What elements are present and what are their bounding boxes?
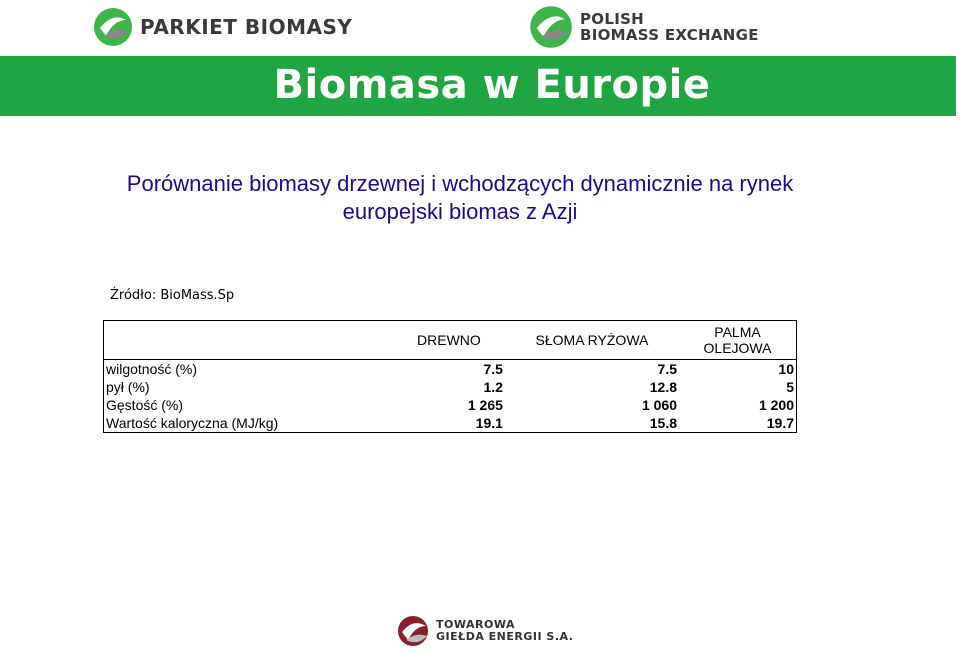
cell-value: 1 060 bbox=[641, 397, 677, 413]
cell-value: 5 bbox=[786, 379, 794, 395]
polish-text: POLISH bbox=[580, 10, 645, 28]
row-label: wilgotność (%) bbox=[106, 361, 198, 377]
swirl-icon bbox=[396, 614, 432, 648]
cell-value: 19.1 bbox=[475, 415, 503, 431]
table-row bbox=[104, 360, 797, 379]
towarowa-gielda-energii-logo bbox=[396, 614, 573, 648]
leaf-swirl-icon bbox=[92, 6, 134, 48]
column-header-empty bbox=[104, 321, 393, 360]
cell-value: 1 265 bbox=[467, 397, 503, 413]
comparison-table bbox=[103, 320, 797, 433]
title-line-2: europejski biomas z Azji bbox=[342, 199, 578, 224]
table-row bbox=[104, 396, 797, 414]
parkiet-biomasy-text: PARKIET BIOMASY bbox=[140, 15, 353, 39]
column-header-palma-olejowa: PALMA OLEJOWA bbox=[703, 324, 772, 356]
table-row bbox=[104, 414, 797, 433]
towarowa-text: TOWAROWA bbox=[436, 618, 515, 631]
page-title bbox=[40, 170, 880, 226]
polish-biomass-exchange-logo bbox=[528, 4, 759, 50]
biomass-exchange-text: BIOMASS EXCHANGE bbox=[580, 26, 759, 44]
row-label: pył (%) bbox=[106, 379, 150, 395]
cell-value: 19.7 bbox=[766, 415, 794, 431]
leaf-swirl-icon bbox=[528, 4, 574, 50]
column-header-sloma-ryzowa: SŁOMA RYŻOWA bbox=[535, 332, 649, 348]
cell-value: 1.2 bbox=[483, 379, 503, 395]
source-note: Źródło: BioMass.Sp bbox=[110, 288, 235, 303]
table-row bbox=[104, 378, 797, 396]
parkiet-biomasy-logo bbox=[92, 6, 352, 48]
cell-value: 1 200 bbox=[758, 397, 794, 413]
row-label: Gęstość (%) bbox=[106, 397, 184, 413]
cell-value: 10 bbox=[778, 361, 794, 377]
cell-value: 15.8 bbox=[649, 415, 677, 431]
header bbox=[0, 0, 960, 56]
column-header-drewno: DREWNO bbox=[417, 332, 481, 348]
gielda-energii-text: GIEŁDA ENERGII S.A. bbox=[436, 630, 574, 643]
cell-value: 7.5 bbox=[483, 361, 503, 377]
cell-value: 7.5 bbox=[657, 361, 677, 377]
title-line-1: Porównanie biomasy drzewnej i wchodzących dynamicznie na rynek bbox=[126, 171, 794, 196]
banner-title: Biomasa w Europie bbox=[273, 62, 711, 108]
row-label: Wartość kaloryczna (MJ/kg) bbox=[106, 415, 279, 431]
cell-value: 12.8 bbox=[649, 379, 677, 395]
table-header-row bbox=[104, 321, 797, 360]
